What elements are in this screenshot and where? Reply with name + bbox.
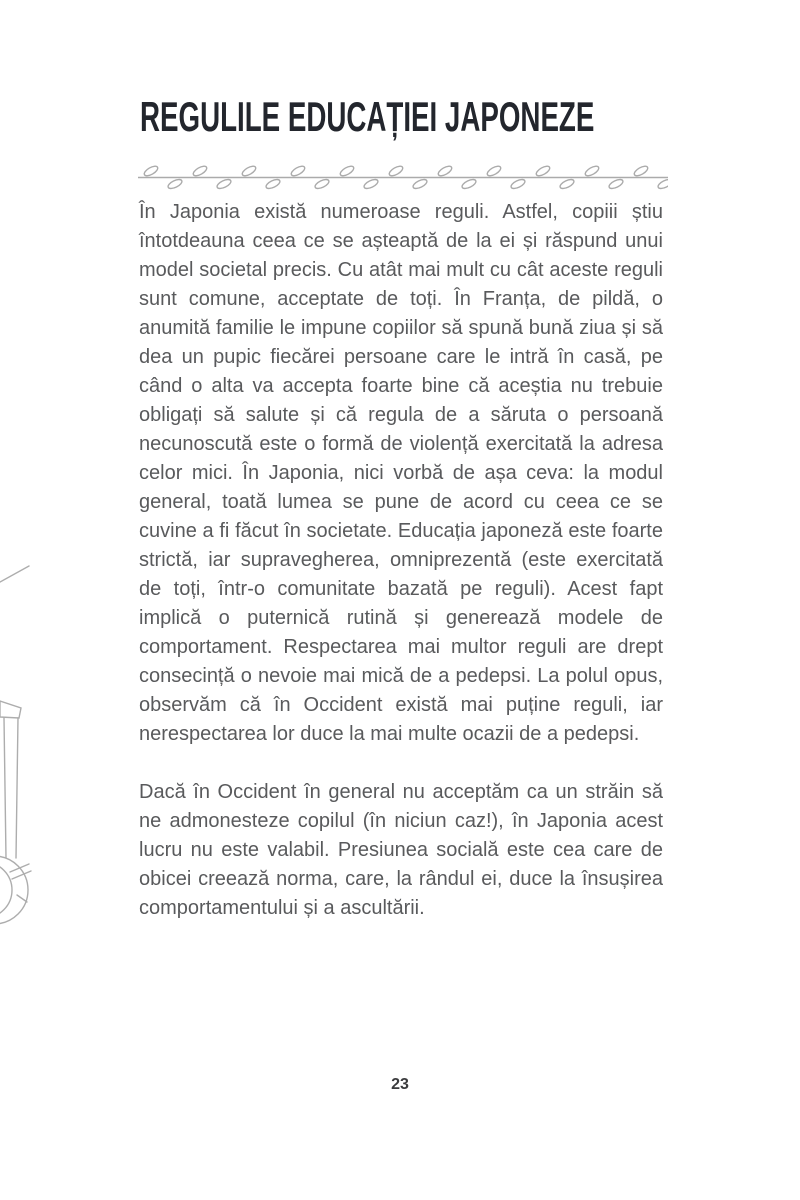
chapter-title: REGULILE EDUCAȚIEI JAPONEZE [140, 93, 595, 140]
sketch-illustration [0, 558, 40, 968]
paragraph-2: Dacă în Occident în general nu acceptăm ca un străin să ne admonesteze copilul (în niciun caz!), în Japonia acest lucru nu este valabil. Presiunea socială este cea care de obicei creează norma, care, la rândul ei, duce la însușirea comportamentului și a ascultării. [139, 781, 663, 919]
body-text-column [139, 198, 663, 952]
paragraph-1: În Japonia există numeroase reguli. Astfel, copiii știu întotdeauna ceea ce se așteaptă de la ei și răspund unui model societal precis. Cu atât mai mult cu cât aceste reguli sunt comune, acceptate de toți. În Franța, de pildă, o anumită familie le impune copiilor să spună bună ziua și să dea un pupic fiecărei persoane care le intră în casă, pe când o alta va accepta foarte bine că aceștia nu trebuie obligați să salute și că regula de a săruta o persoană necunoscută este o formă de violență exercitată la adresa celor mici. În Japonia, nici vorbă de așa ceva: la modul general, toată lumea se pune de acord cu ceea ce se cuvine a fi făcut în societate. Educația japoneză este foarte strictă, iar supravegherea, omniprezentă (este exercitată de toți, într-o comunitate bazată pe reguli). Acest fapt implică o puternică rutină și generează modele de comportament. Respectarea mai multor reguli are drept consecință o nevoie mai mică de a pedepsi. La polul opus, observăm că în Occident există mai puține reguli, iar nerespectarea lor duce la mai multe ocazii de a pedepsi. [139, 201, 663, 745]
vine-divider-graphic [138, 161, 668, 193]
page-number: 23 [391, 1076, 409, 1093]
